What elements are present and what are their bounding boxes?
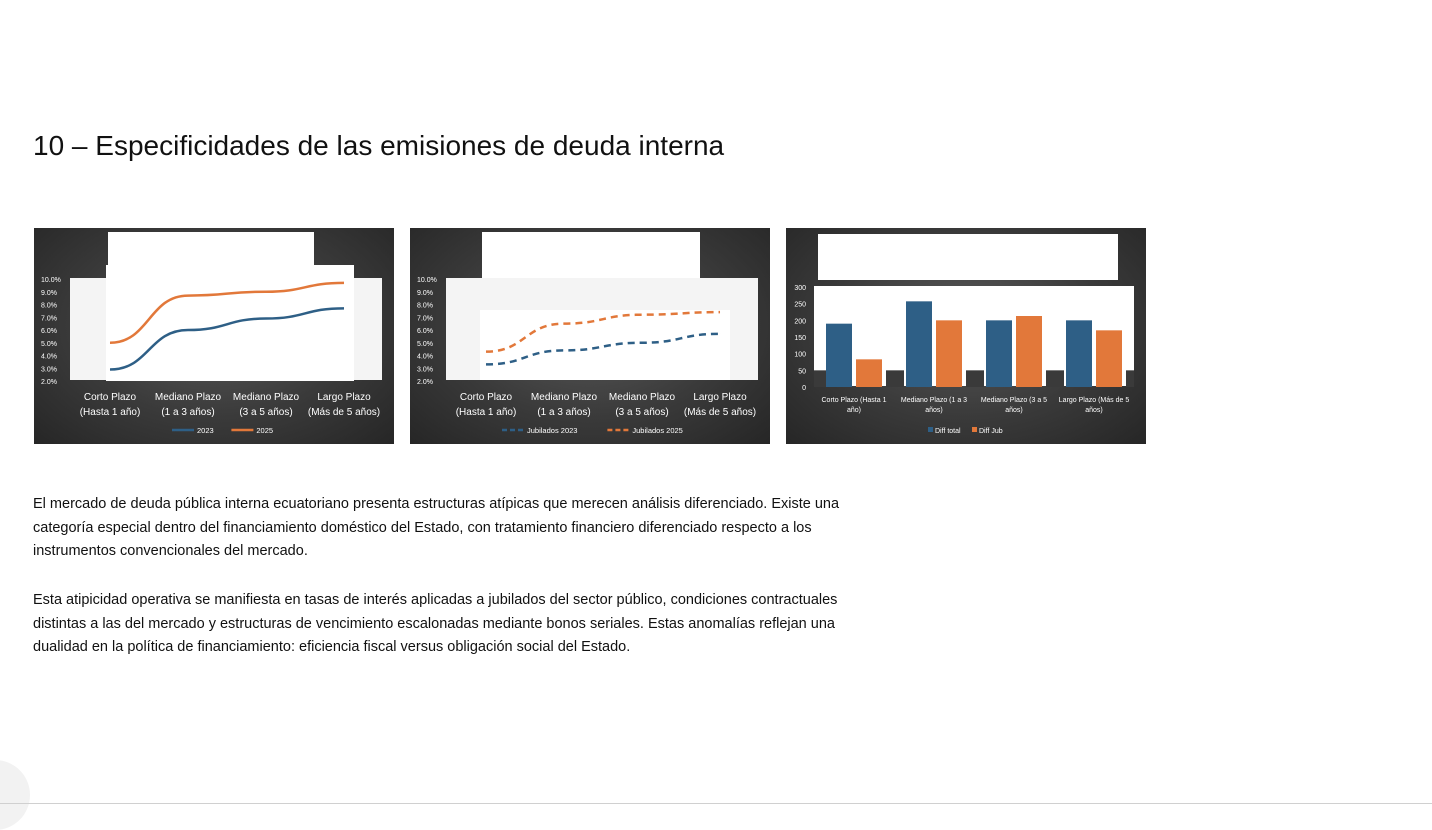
x-tick-label: años) [925,407,943,414]
gap-block [1046,370,1064,387]
x-tick-label: años) [1085,407,1103,414]
bar [1096,330,1122,387]
y-tick-label: 250 [794,302,806,309]
bar [1066,320,1092,387]
x-tick-label: Largo Plazo [317,392,371,403]
x-tick-label: año) [847,407,861,414]
x-tick-label: Largo Plazo (Más de 5 [1059,397,1130,404]
bar [856,359,882,387]
y-tick-label: 8.0% [41,303,57,310]
y-tick-label: 10.0% [41,277,61,284]
chart-title-box [482,232,700,286]
x-tick-label: (Hasta 1 año) [80,407,141,418]
x-tick-label: años) [1005,407,1023,414]
corner-shadow [0,760,30,830]
x-tick-label: (3 a 5 años) [239,407,292,418]
legend-label: 2023 [197,426,214,435]
x-tick-label: Mediano Plazo [609,392,676,403]
x-tick-label: Mediano Plazo (3 a 5 [981,397,1047,404]
y-tick-label: 4.0% [417,354,433,361]
x-tick-label: Mediano Plazo [155,392,222,403]
x-tick-label: (1 a 3 años) [537,407,590,418]
paragraph-2: Esta atipicidad operativa se manifiesta en tasas de interés aplicadas a jubilados del sector público, condiciones contractuales distintas a las del mercado y estructuras de vencimiento escalonadas mediante bonos seriales. Estas anomalías reflejan una dualidad en la política de financiamiento: eficiencia fiscal versus obligación social del Estado. [33,589,873,660]
chart-panel-3[interactable] [786,228,1146,444]
y-tick-label: 3.0% [41,366,57,373]
y-tick-label: 300 [794,285,806,292]
y-tick-label: 4.0% [41,354,57,361]
difference-bar-chart [786,228,1146,444]
y-tick-label: 150 [794,335,806,342]
chart-title-box [818,234,1118,280]
bar [906,301,932,387]
bar [986,320,1012,387]
chart-panel-2[interactable] [410,228,770,444]
y-tick-label: 100 [794,352,806,359]
legend-label: 2025 [256,426,273,435]
y-tick-label: 9.0% [41,290,57,297]
bar [1016,316,1042,387]
gap-block [886,370,904,387]
x-tick-label: (Hasta 1 año) [456,407,517,418]
y-tick-label: 10.0% [417,277,437,284]
y-tick-label: 9.0% [417,290,433,297]
y-tick-label: 7.0% [41,315,57,322]
y-tick-label: 2.0% [417,379,433,386]
y-tick-label: 5.0% [417,341,433,348]
x-tick-label: Mediano Plazo [531,392,598,403]
x-tick-label: Corto Plazo [84,392,137,403]
x-tick-label: (1 a 3 años) [161,407,214,418]
chart-panel-1[interactable] [34,228,394,444]
y-tick-label: 200 [794,318,806,325]
y-tick-label: 0 [802,385,806,392]
x-tick-label: Mediano Plazo (1 a 3 [901,397,967,404]
legend-swatch [928,427,933,432]
x-tick-label: (Más de 5 años) [684,407,756,418]
paragraph-1: El mercado de deuda pública interna ecuatoriano presenta estructuras atípicas que merecen análisis diferenciado. Existe una categoría especial dentro del financiamiento doméstico del Estado, con tratamiento financiero diferenciado respecto a los instrumentos convencionales del mercado. [33,493,873,564]
bar [936,320,962,387]
bottom-divider [0,803,1432,804]
x-tick-label: Corto Plazo (Hasta 1 [822,397,887,404]
y-tick-label: 7.0% [417,315,433,322]
gap-block [966,370,984,387]
jubilados-yield-chart [410,228,770,444]
x-tick-label: Largo Plazo [693,392,747,403]
legend-label: Diff total [935,428,961,435]
legend-label: Jubilados 2025 [632,426,682,435]
x-tick-label: (3 a 5 años) [615,407,668,418]
y-tick-label: 8.0% [417,303,433,310]
gap-block [814,370,826,387]
x-tick-label: (Más de 5 años) [308,407,380,418]
y-tick-label: 3.0% [417,366,433,373]
y-tick-label: 50 [798,368,806,375]
legend-label: Jubilados 2023 [527,426,577,435]
y-tick-label: 2.0% [41,379,57,386]
y-tick-label: 5.0% [41,341,57,348]
yield-curve-chart [34,228,394,444]
x-tick-label: Corto Plazo [460,392,513,403]
y-tick-label: 6.0% [417,328,433,335]
bar [826,324,852,387]
legend-label: Diff Jub [979,428,1003,435]
legend-swatch [972,427,977,432]
page-title: 10 – Especificidades de las emisiones de deuda interna [33,130,724,162]
x-tick-label: Mediano Plazo [233,392,300,403]
y-tick-label: 6.0% [41,328,57,335]
gap-block [1126,370,1134,387]
